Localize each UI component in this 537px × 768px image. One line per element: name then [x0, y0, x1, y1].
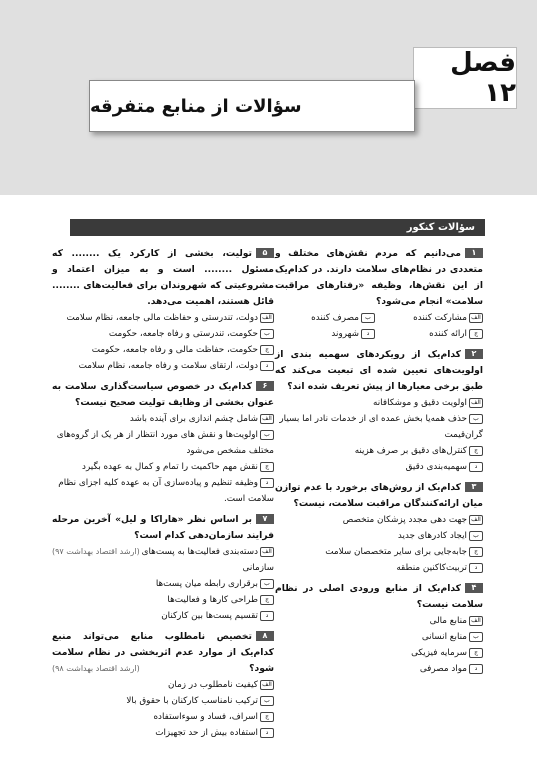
question: [275, 347, 483, 475]
option-text: کیفیت نامطلوب در زمان: [167, 680, 258, 690]
right-column: [275, 246, 483, 682]
answer-option: [275, 544, 483, 560]
option-marker: د: [361, 329, 375, 339]
question: [52, 629, 274, 741]
options-list: [52, 411, 274, 507]
answer-option: [52, 608, 274, 624]
option-marker: ب: [469, 414, 483, 424]
answer-option: [52, 358, 274, 374]
question: [52, 512, 274, 624]
chapter-title: سؤالات از منابع متفرقه: [89, 80, 415, 132]
option-text: ترکیب نامناسب کارکنان با حقوق بالا: [126, 696, 258, 706]
answer-option: [52, 342, 274, 358]
answer-option: [275, 512, 483, 528]
option-text: ارائه کننده: [429, 329, 467, 339]
answer-option: [275, 613, 483, 629]
question-body: کدام‌یک در خصوص سیاست‌گذاری سلامت به عنوان بخشی از وظایف تولیت صحیح نیست؟: [52, 381, 274, 408]
option-text: مشارکت کننده: [413, 313, 467, 323]
answer-option: [275, 310, 375, 326]
option-text: منابع انسانی: [421, 632, 467, 642]
option-marker: الف: [260, 680, 274, 690]
answer-option: [52, 475, 274, 507]
question-body: تخصیص نامطلوب منابع می‌تواند منبع کدام‌یک از موارد عدم اثربخشی در نظام سلامت شود؟: [52, 631, 274, 674]
question: [275, 480, 483, 576]
option-marker: ج: [260, 462, 274, 472]
option-marker: د: [260, 728, 274, 738]
question-text: [275, 246, 483, 310]
option-text: شهروند: [331, 329, 359, 339]
option-text: دولت، ارتقای سلامت و رفاه جامعه، نظام سلامت: [78, 361, 258, 371]
option-text: استفاده بیش از حد تجهیزات: [155, 728, 258, 738]
option-text: حذف همه‌یا بخش عمده ای از خدمات نادر اما بسیار گران‌قیمت: [279, 414, 483, 440]
answer-option: [52, 709, 274, 725]
answer-option: [52, 427, 274, 459]
answer-option: [275, 411, 483, 443]
option-text: اسراف، فساد و سوءاستفاده: [153, 712, 258, 722]
question-body: کدام‌یک از روش‌های برخورد با عدم توازن میان ارائه‌کنندگان مراقبت سلامت، نیست؟: [275, 482, 483, 509]
option-marker: د: [469, 563, 483, 573]
chapter-header: [0, 0, 537, 195]
option-marker: ج: [469, 547, 483, 557]
answer-option: [275, 326, 375, 342]
chapter-number: فصل ۱۲: [413, 47, 517, 109]
option-text: برقراری رابطه میان پست‌ها: [155, 579, 258, 589]
left-column: [52, 246, 274, 746]
option-text: تربیت‌کاکنین منطقه: [396, 563, 467, 573]
answer-option: [52, 693, 274, 709]
option-marker: ب: [260, 329, 274, 339]
question: [52, 379, 274, 507]
option-text: ایجاد کادرهای جدید: [397, 531, 467, 541]
options-list: [275, 613, 483, 677]
option-marker: ب: [469, 531, 483, 541]
question-text: [52, 246, 274, 310]
option-text: سرمایه فیزیکی: [411, 648, 467, 658]
option-marker: ج: [260, 712, 274, 722]
option-marker: ب: [260, 696, 274, 706]
options-list: [52, 677, 274, 741]
option-text: دسته‌بندی فعالیت‌ها به پست‌های سازمانی: [141, 547, 274, 573]
options-list: [275, 395, 483, 475]
option-text: نقش مهم حاکمیت را تمام و کمال به عهده بگیرد: [82, 462, 258, 472]
question-number: ۳: [465, 482, 483, 492]
answer-option: [275, 459, 483, 475]
option-text: کنترل‌های دقیق بر صرف هزینه: [354, 446, 467, 456]
answer-option: [275, 629, 483, 645]
question-number: ۸: [256, 631, 274, 641]
option-marker: ج: [469, 446, 483, 456]
answer-option: [52, 326, 274, 342]
answer-option: [52, 677, 274, 693]
question-text: [275, 480, 483, 512]
question-number: ۷: [256, 514, 274, 524]
option-text: جابه‌جایی برای سایر متخصصان سلامت: [325, 547, 467, 557]
question-number: ۴: [465, 583, 483, 593]
question-number: ۲: [465, 349, 483, 359]
question-number: ۶: [256, 381, 274, 391]
option-text: جهت دهی مجدد پزشکان متخصص: [342, 515, 467, 525]
option-marker: ب: [260, 430, 274, 440]
question-body: تولیت، بخشی از کارکرد یک ........ که مسئول ........ است و به میزان اعتماد و مشروعیتی که شهروندان برای فعالیت‌های ........ قائل هستند، اهمیت می‌دهد.: [52, 248, 274, 307]
question-body: می‌دانیم که مردم نقش‌های مختلف و متعددی در نظام‌های سلامت دارند. در کدام‌یک از این نقش‌ها، وظیفه «رفتارهای مراقبت سلامت» انجام می‌شود؟: [275, 248, 483, 307]
option-marker: الف: [469, 398, 483, 408]
answer-option: [275, 528, 483, 544]
option-text: دولت، تندرستی و حفاظت مالی جامعه، نظام سلامت: [66, 313, 258, 323]
option-text: منابع مالی: [429, 616, 467, 626]
option-marker: ج: [260, 595, 274, 605]
option-text: مصرف کننده: [311, 313, 359, 323]
answer-option: [275, 443, 483, 459]
option-text: حکومت، تندرستی و رفاه جامعه، حکومت: [108, 329, 258, 339]
answer-option: [52, 592, 274, 608]
option-marker: ج: [260, 345, 274, 355]
answer-option: [275, 395, 483, 411]
option-marker: الف: [469, 616, 483, 626]
option-marker: د: [469, 664, 483, 674]
option-marker: د: [260, 478, 274, 488]
options-list: [275, 512, 483, 576]
option-marker: الف: [469, 313, 483, 323]
question-text: [52, 629, 274, 677]
option-text: شامل چشم اندازی برای آینده باشد: [129, 414, 258, 424]
option-marker: د: [260, 611, 274, 621]
answer-option: [52, 310, 274, 326]
question-source: (ارشد اقتصاد بهداشت ۹۷): [52, 547, 140, 556]
question: [275, 246, 483, 342]
question-number: ۱: [465, 248, 483, 258]
option-text: اولویت دقیق و موشکافانه: [373, 398, 467, 408]
option-marker: الف: [469, 515, 483, 525]
question-number: ۵: [256, 248, 274, 258]
option-text: تقسیم پست‌ها بین کارکنان: [161, 611, 258, 621]
answer-option: [52, 576, 274, 592]
option-marker: ب: [260, 579, 274, 589]
option-marker: د: [469, 462, 483, 472]
option-marker: الف: [260, 547, 274, 557]
answer-option: [275, 560, 483, 576]
question-body: کدام‌یک از رویکردهای سهمیه بندی از اولویت‌های تعیین شده ای تبعیت می‌کند که طبق برخی معیارها از پیش تعریف شده اند؟: [275, 349, 483, 392]
option-text: حکومت، حفاظت مالی و رفاه جامعه، حکومت: [91, 345, 258, 355]
question: [52, 246, 274, 374]
answer-option: [52, 459, 274, 475]
option-text: وظیفه تنظیم و پیاده‌سازی آن به عهده کلیه اجزای نظام سلامت است.: [58, 478, 274, 504]
question-text: [275, 347, 483, 395]
answer-option: [275, 661, 483, 677]
answer-option: [52, 411, 274, 427]
question-text: [275, 581, 483, 613]
answer-option: [52, 725, 274, 741]
options-list: [275, 310, 483, 342]
answer-option: [383, 326, 483, 342]
option-text: اولویت‌ها و نقش های مورد انتظار از هر یک از گروه‌های مختلف مشخص می‌شود: [56, 430, 274, 456]
option-text: سهمیه‌بندی دقیق: [405, 462, 467, 472]
question-text: [52, 379, 274, 411]
option-marker: ب: [469, 632, 483, 642]
option-text: طراحی کارها و فعالیت‌ها: [167, 595, 258, 605]
option-marker: الف: [260, 313, 274, 323]
answer-option: [275, 645, 483, 661]
option-marker: ج: [469, 329, 483, 339]
option-marker: ب: [361, 313, 375, 323]
option-marker: د: [260, 361, 274, 371]
answer-option: [383, 310, 483, 326]
question: [275, 581, 483, 677]
option-marker: الف: [260, 414, 274, 424]
section-bar: سؤالات کنکور: [70, 219, 485, 236]
options-list: [52, 310, 274, 374]
option-text: مواد مصرفی: [419, 664, 467, 674]
question-body: کدام‌یک از منابع ورودی اصلی در نظام سلامت نیست؟: [275, 583, 483, 610]
option-marker: ج: [469, 648, 483, 658]
question-source: (ارشد اقتصاد بهداشت ۹۸): [52, 664, 140, 673]
question-body: بر اساس نظر «هاراکا و لیل» آخرین مرحله فرایند سازمان‌دهی کدام است؟: [52, 514, 274, 541]
